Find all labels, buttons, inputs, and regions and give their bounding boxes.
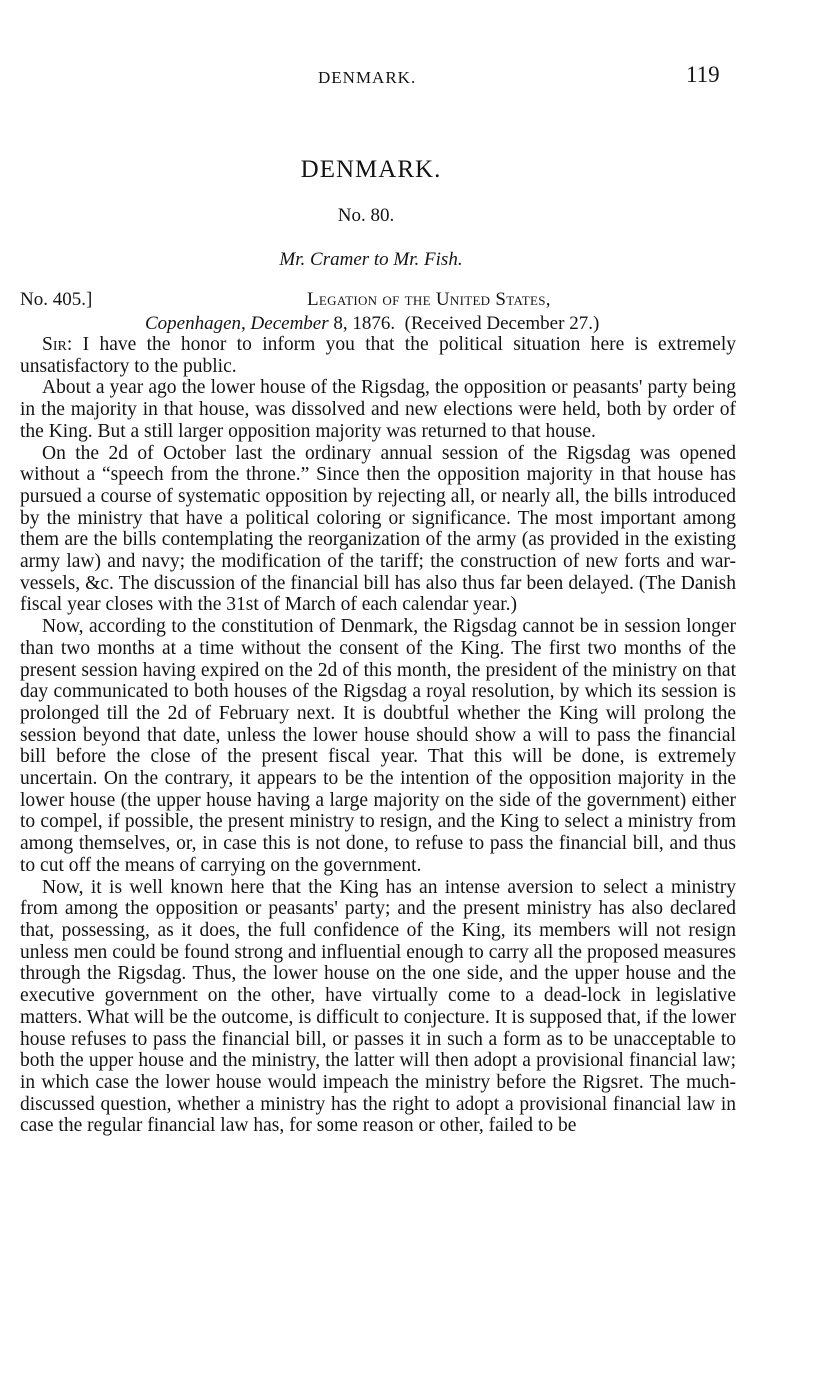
letter-body <box>20 334 736 1137</box>
salutation: Sir <box>42 334 67 355</box>
legation-name: Legation of the United States, <box>307 289 551 310</box>
place-date-line <box>145 313 599 335</box>
dispatch-number: No. 405.] <box>20 289 93 310</box>
paragraph-2: About a year ago the lower house of the Rigsdag, the opposition or peasants' party being in the majority in that house, was dissolved and new elections were held, both by order of the King. But a still larger opposition majority was returned to that house. <box>20 377 736 442</box>
dispatch-month: December <box>250 313 329 334</box>
paragraph-1-text: : I have the honor to inform you that the political situation here is extremely unsatisfactory to the public. <box>20 334 736 377</box>
dispatch-place: Copenhagen <box>145 313 242 334</box>
section-title: DENMARK. <box>300 156 442 183</box>
paragraph-5: Now, it is well known here that the King has an intense aversion to select a ministry from among the opposition or peasants' party; and the present ministry has also declared that, possessing, as it does, the full confidence of the King, its members will not resign unless men could be found strong and influential enough to carry all the proposed measures through the Rigsdag. Thus, the lower house on the one side, and the upper house and the executive government on the other, have virtually come to a dead-lock in legislative matters. What will be the outcome, is difficult to conjecture. It is supposed that, if the lower house refuses to pass the financial bill, or passes it in such a form as to be unacceptable to both the upper house and the ministry, the latter will then adopt a provisional financial law; in which case the lower house would impeach the ministry before the Rigsret. The much-discussed question, whether a ministry has the right to adopt a provisional financial law in case the regular financial law has, for some reason or other, failed to be <box>20 876 736 1137</box>
running-title: DENMARK. <box>318 68 417 87</box>
received-date: (Received December 27.) <box>404 313 600 334</box>
paragraph-1 <box>20 334 736 377</box>
place-comma: , <box>241 313 251 334</box>
paragraph-4: Now, according to the constitution of Denmark, the Rigsdag cannot be in session longer than two months at a time without the consent of the King. The first two months of the present session having expired on the 2d of this month, the president of the ministry on that day communicated to both houses of the Rigsdag a royal resolution, by which its session is prolonged till the 2d of February next. It is doubtful whether the King will prolong the session beyond that date, unless the lower house should show a will to pass the financial bill before the close of the present fiscal year. That this will be done, is extremely uncertain. On the contrary, it appears to be the intention of the opposition majority in the lower house (the upper house having a large majority on the side of the government) either to compel, if possible, the present ministry to resign, and the King to select a ministry from among themselves, or, in case this is not done, to refuse to pass the financial bill, and thus to cut off the means of carrying on the government. <box>20 616 736 876</box>
paragraph-3: On the 2d of October last the ordinary annual session of the Rigsdag was opened without a “speech from the throne.” Since then the opposition majority in that house has pursued a course of systematic opposition by rejecting all, or nearly all, the bills introduced by the ministry that have a political coloring or significance. The most important among them are the bills contemplating the reorganization of the army (as provided in the existing army law) and navy; the modification of the tariff; the construction of new forts and war-vessels, &c. The discussion of the financial bill has also thus far been delayed. (The Danish fiscal year closes with the 31st of March of each calendar year.) <box>20 442 736 616</box>
running-head <box>0 62 836 92</box>
dispatch-header <box>20 289 740 315</box>
dispatch-date: 8, 1876. <box>328 313 396 334</box>
correspondents-line: Mr. Cramer to Mr. Fish. <box>279 249 463 270</box>
document-number: No. 80. <box>337 205 395 226</box>
page-number: 119 <box>686 62 720 87</box>
